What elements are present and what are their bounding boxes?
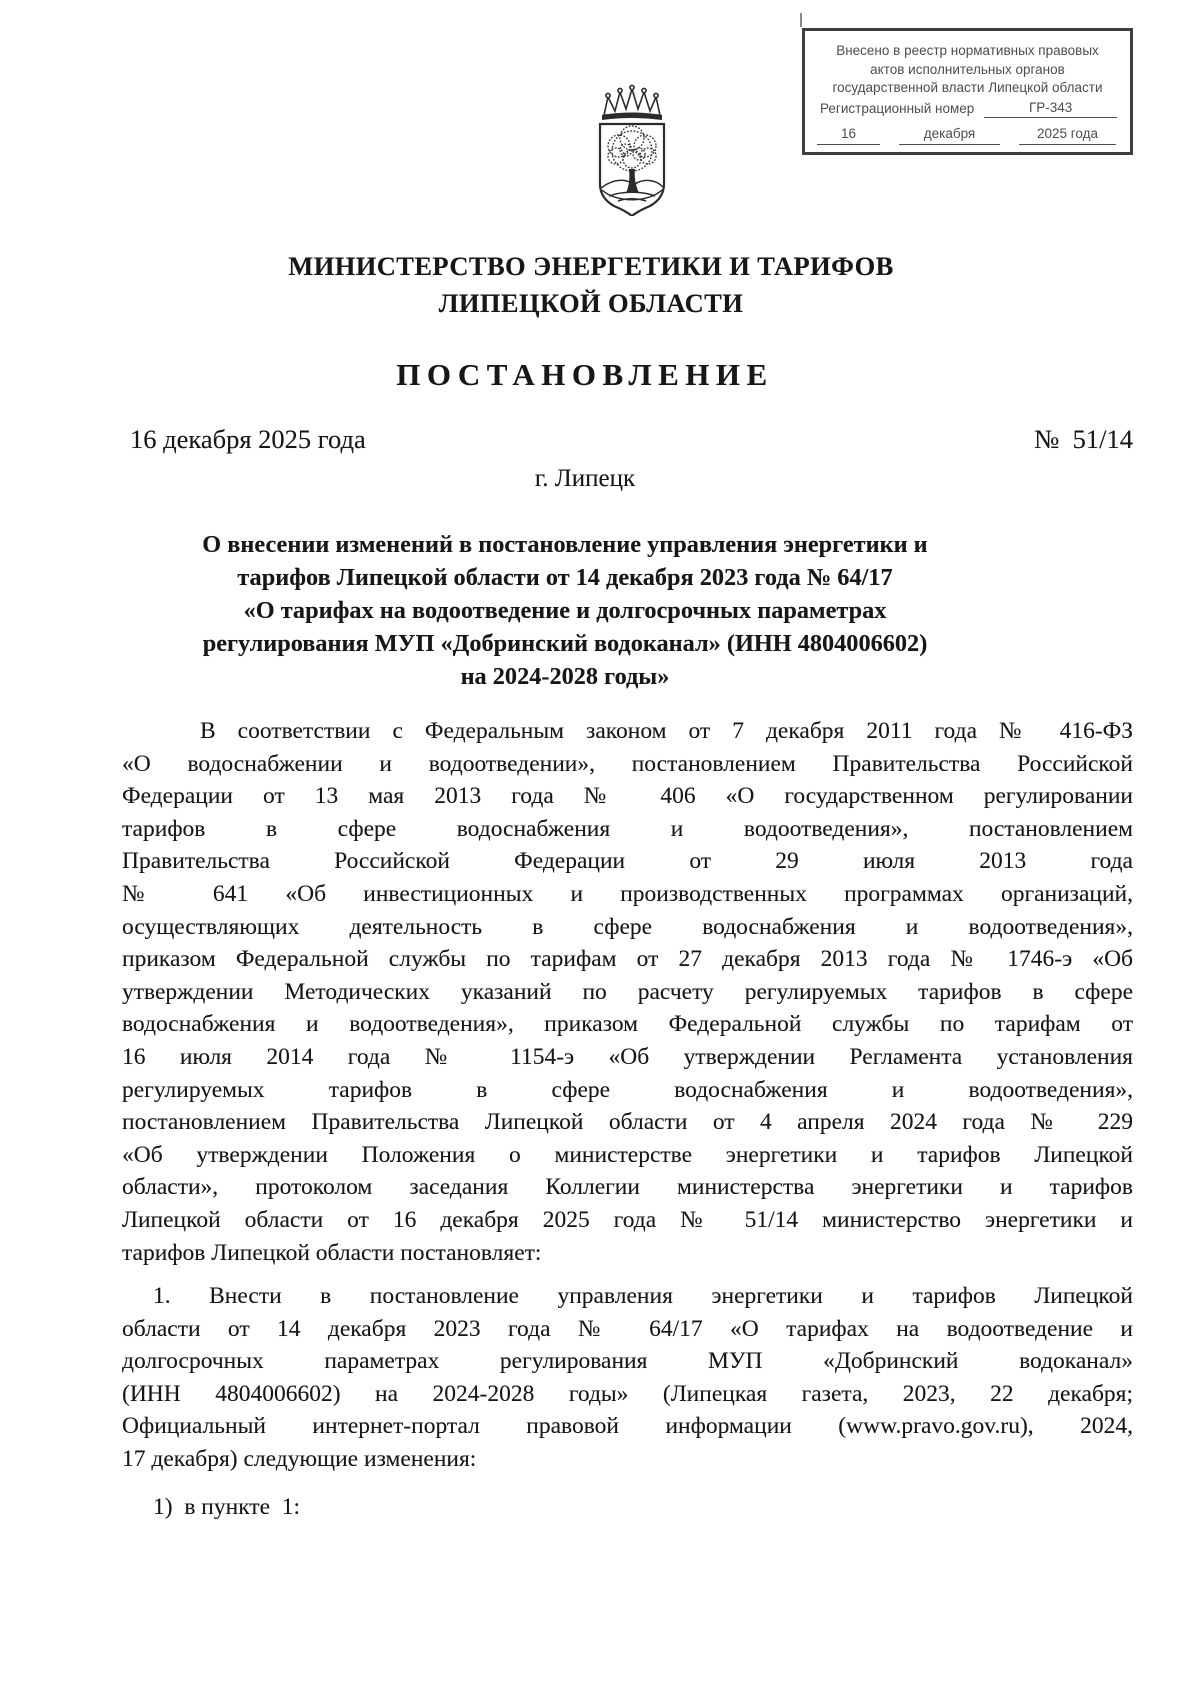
text-line: осуществляющих деятельность в сфере водоснабжения и водоотведения», — [122, 913, 1133, 940]
text-line: 16 июля 2014 года № 1154-э «Об утверждении Регламента установления — [122, 1043, 1133, 1070]
scan-artifact — [800, 13, 802, 27]
text-line: Липецкой области от 16 декабря 2025 года № 51/14 министерство энергетики и — [122, 1206, 1133, 1233]
date-number-row — [130, 424, 1133, 454]
text-line: (ИНН 4804006602) на 2024-2028 годы» (Липецкая газета, 2023, 22 декабря; — [122, 1380, 1133, 1407]
stamp-text-line: актов исполнительных органов — [870, 61, 1065, 77]
stamp-text-line: государственной власти Липецкой области — [832, 80, 1103, 95]
registration-number-value: ГР-343 — [984, 99, 1117, 119]
title-line: на 2024-2028 годы» — [460, 663, 670, 690]
text-line: «Об утверждении Положения о министерстве энергетики и тарифов Липецкой — [122, 1141, 1133, 1168]
text-line: тарифов в сфере водоснабжения и водоотведения», постановлением — [122, 815, 1133, 842]
registration-number-row — [820, 99, 1117, 119]
city-line: г. Липецк — [534, 465, 636, 492]
text-line: постановлением Правительства Липецкой области от 4 апреля 2024 года № 229 — [122, 1109, 1133, 1136]
text-line: приказом Федеральной службы по тарифам от 27 декабря 2013 года № 1746-э «Об — [122, 946, 1133, 973]
text-line: области», протоколом заседания Коллегии министерства энергетики и тарифов — [122, 1174, 1133, 1201]
text-line: тарифов Липецкой области постановляет: — [122, 1239, 542, 1266]
document-number: № 51/14 — [1034, 424, 1133, 454]
subitem-1-line: 1) в пункте 1: — [153, 1493, 301, 1520]
text-line: № 641 «Об инвестиционных и производственных программах организаций, — [122, 880, 1133, 907]
document-type-heading: ПОСТАНОВЛЕНИЕ — [396, 357, 774, 392]
text-line: водоснабжения и водоотведения», приказом Федеральной службы по тарифам от — [122, 1011, 1133, 1038]
document-date: 16 декабря 2025 года — [130, 424, 366, 454]
ministry-region-line: ЛИПЕЦКОЙ ОБЛАСТИ — [438, 288, 744, 318]
text-line: «О водоснабжении и водоотведении», постановлением Правительства Российской — [122, 750, 1133, 777]
preamble-paragraph — [122, 715, 1133, 1269]
text-line: 17 декабря) следующие изменения: — [122, 1446, 477, 1473]
ministry-heading — [0, 248, 1182, 322]
registry-stamp — [802, 28, 1133, 155]
lipetsk-coat-of-arms-icon — [586, 84, 678, 216]
text-line: Федерации от 13 мая 2013 года № 406 «О государственном регулировании — [122, 783, 1133, 810]
text-line: Официальный интернет-портал правовой информации (www.pravo.gov.ru), 2024, — [122, 1413, 1133, 1440]
document-body — [122, 715, 1133, 1523]
text-line: 1. Внести в постановление управления энергетики и тарифов Липецкой — [153, 1283, 1133, 1310]
registration-month: декабря — [899, 125, 1000, 145]
stamp-text-line: Внесено в реестр нормативных правовых — [836, 43, 1099, 58]
text-line: В соответствии с Федеральным законом от 7 декабря 2011 года № 416-ФЗ — [200, 718, 1133, 744]
registration-number-label: Регистрационный номер — [820, 100, 975, 116]
ministry-name-line: МИНИСТЕРСТВО ЭНЕРГЕТИКИ И ТАРИФОВ — [288, 251, 894, 281]
text-line: утверждении Методических указаний по расчету регулируемых тарифов в сфере — [122, 978, 1133, 1005]
text-line: регулируемых тарифов в сфере водоснабжения и водоотведения», — [122, 1076, 1133, 1103]
registration-date-row — [817, 125, 1116, 145]
document-title — [115, 528, 1015, 693]
title-line: О внесении изменений в постановление управления энергетики и — [202, 531, 928, 558]
text-line: Правительства Российской Федерации от 29 июля 2013 года — [122, 848, 1133, 875]
title-line: регулирования МУП «Добринский водоканал» (ИНН 4804006602) — [202, 630, 928, 657]
text-line: долгосрочных параметрах регулирования МУП «Добринский водоканал» — [122, 1348, 1133, 1375]
clause-1-paragraph — [122, 1280, 1133, 1476]
title-line: «О тарифах на водоотведение и долгосрочных параметрах — [243, 597, 887, 624]
registration-year: 2025 года — [1019, 125, 1116, 145]
title-line: тарифов Липецкой области от 14 декабря 2023 года № 64/17 — [237, 564, 893, 591]
text-line: области от 14 декабря 2023 года № 64/17 «О тарифах на водоотведение и — [122, 1315, 1133, 1342]
registration-day: 16 — [817, 125, 880, 145]
